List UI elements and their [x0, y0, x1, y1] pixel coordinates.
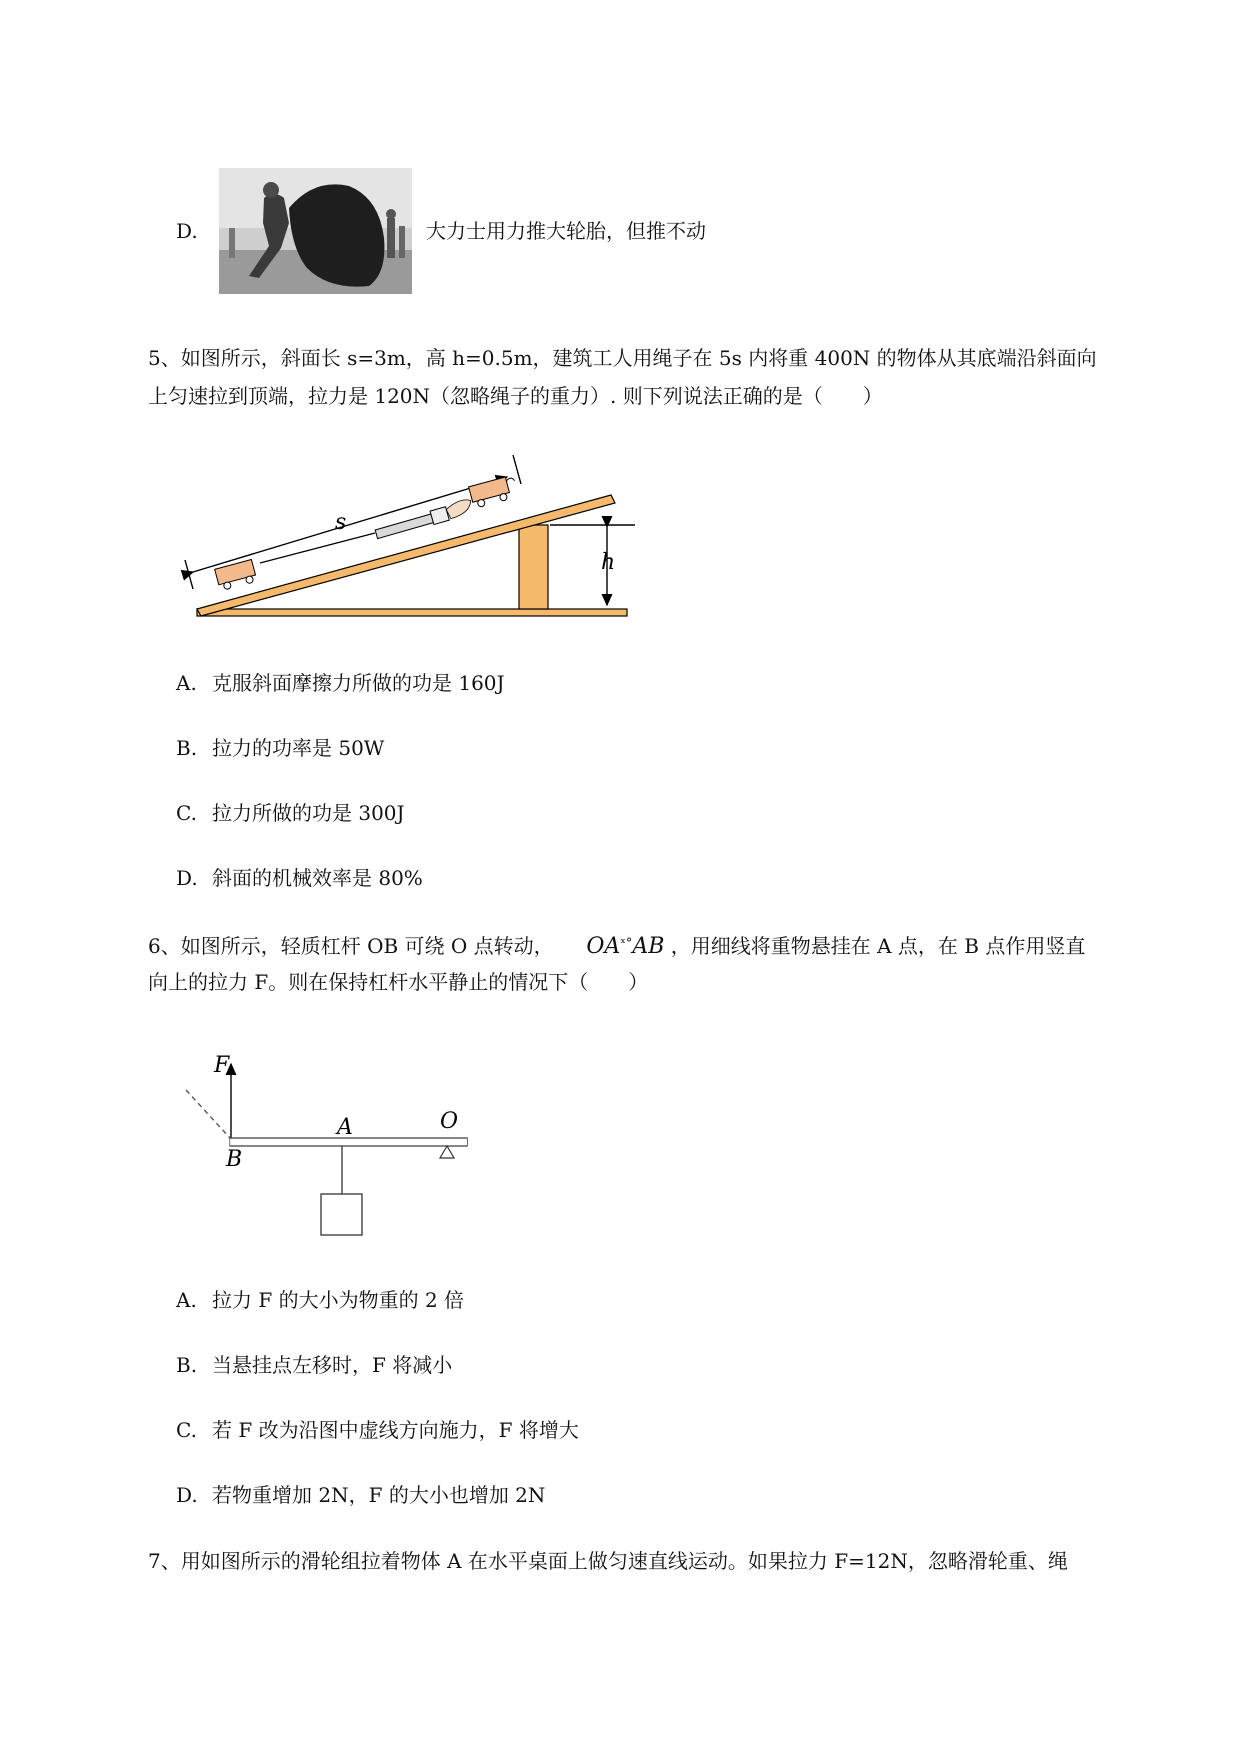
hanging-weight [321, 1194, 362, 1235]
label-f: F [214, 1053, 230, 1078]
option-key: A. [176, 1288, 197, 1312]
spring-scale [374, 498, 474, 541]
option-text: 若物重增加 2N，F 的大小也增加 2N [212, 1483, 546, 1507]
q6-option-b [176, 1350, 452, 1380]
support-post [519, 525, 548, 609]
q5-option-c [176, 798, 405, 828]
incline-diagram [175, 455, 635, 625]
lower-cart [215, 560, 258, 592]
label-h: h [601, 550, 616, 575]
option-text: 当悬挂点左移时，F 将减小 [212, 1353, 453, 1377]
q5-option-a [176, 668, 505, 698]
q5-stem-line1: 5、如图所示，斜面长 s=3m，高 h=0.5m，建筑工人用绳子在 5s 内将重 400N 的物体从其底端沿斜面向 [148, 346, 1097, 370]
q5-stem-line2: 上匀速拉到顶端，拉力是 120N（忽略绳子的重力）. 则下列说法正确的是（ ） [148, 384, 883, 408]
option-key: B. [176, 1353, 198, 1377]
q4-option-d-text: 大力士用力推大轮胎，但推不动 [426, 219, 706, 243]
math-oa: OA [586, 934, 621, 959]
q6-stem-line2: 向上的拉力 F。则在保持杠杆水平静止的情况下（ ） [148, 970, 649, 994]
option-text: 拉力所做的功是 300J [212, 801, 405, 825]
option-text: 若 F 改为沿图中虚线方向施力，F 将增大 [212, 1418, 579, 1442]
q4-option-d [176, 216, 212, 246]
option-key: B. [176, 736, 198, 760]
incline-figure [175, 455, 635, 625]
q6-option-d [176, 1480, 545, 1510]
incline-plank [197, 495, 615, 616]
math-ab: AB [632, 934, 665, 959]
q5-option-b [176, 733, 384, 763]
label-s: s [335, 510, 347, 535]
option-text: 克服斜面摩擦力所做的功是 160J [212, 671, 505, 695]
q6-stem-part2: ，用细线将重物悬挂在 A 点，在 B 点作用竖直 [670, 934, 1086, 958]
label-o: O [440, 1109, 459, 1134]
label-b: B [226, 1147, 243, 1172]
pivot-triangle [440, 1146, 454, 1158]
label-a: A [337, 1115, 353, 1140]
lever-diagram [180, 1052, 480, 1242]
q6-stem-part1: 6、如图所示，轻质杠杆 OB 可绕 O 点转动， [148, 934, 554, 958]
option-key: D. [176, 219, 198, 243]
upper-cart [469, 475, 519, 509]
q5-option-d [176, 863, 423, 893]
q6-stem-line1 [148, 929, 1085, 962]
length-arrow [193, 477, 507, 572]
option-key: C. [176, 801, 197, 825]
strongman-photo [219, 168, 412, 294]
dashed-direction [186, 1090, 230, 1138]
option-key: D. [176, 866, 198, 890]
option-key: A. [176, 671, 197, 695]
option-text: 拉力的功率是 50W [212, 736, 385, 760]
option-text: 斜面的机械效率是 80% [212, 866, 423, 890]
option-key: C. [176, 1418, 197, 1442]
option-key: D. [176, 1483, 198, 1507]
strongman-photo-image [219, 168, 412, 294]
q6-option-a [176, 1285, 464, 1315]
q7-stem-line1: 7、用如图所示的滑轮组拉着物体 A 在水平桌面上做匀速直线运动。如果拉力 F=12N，忽略滑轮重、绳 [148, 1549, 1068, 1573]
lever-figure [180, 1052, 480, 1242]
q6-option-c [176, 1415, 579, 1445]
math-symbol: ˣ° [620, 936, 633, 951]
option-text: 拉力 F 的大小为物重的 2 倍 [212, 1288, 465, 1312]
ground-board [197, 609, 627, 616]
